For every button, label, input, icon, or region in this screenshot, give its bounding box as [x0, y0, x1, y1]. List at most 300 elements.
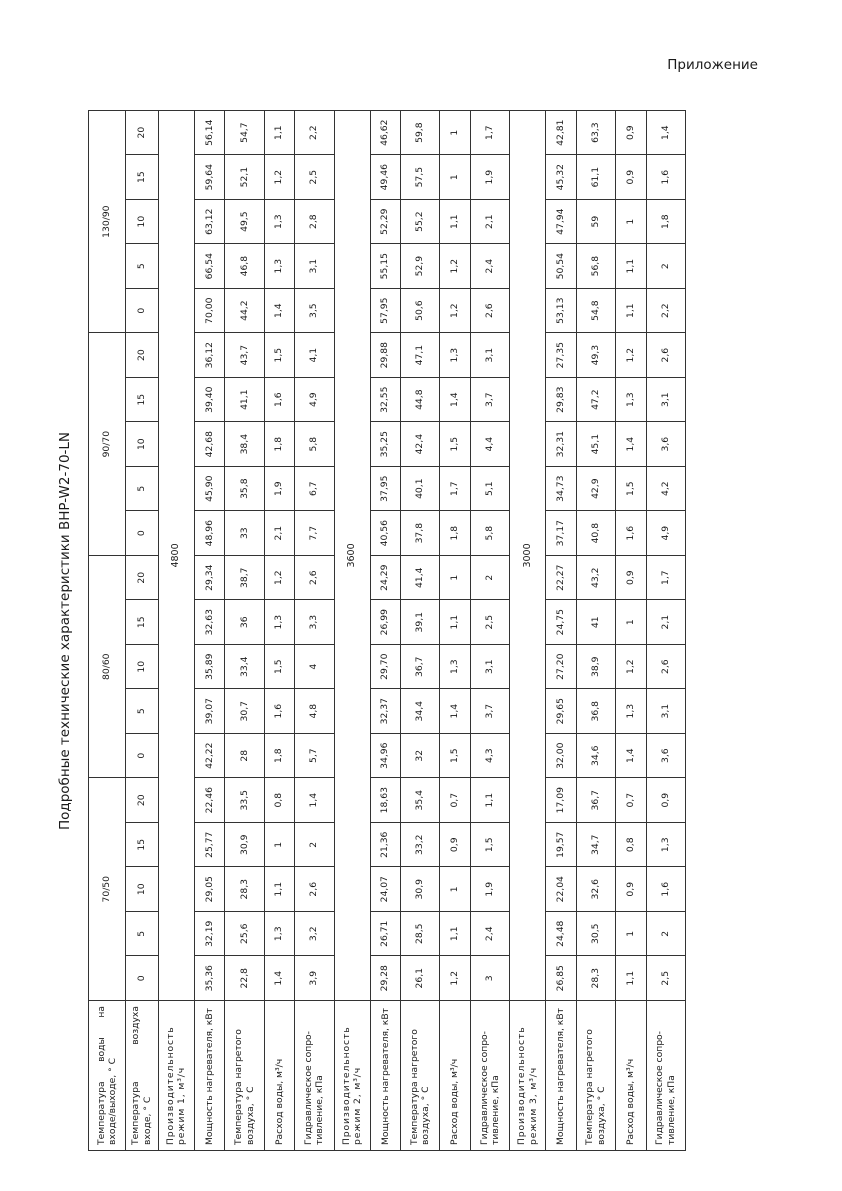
table-cell: 44,8 [401, 377, 440, 422]
table-cell: 5,8 [470, 511, 509, 556]
table-row [576, 110, 615, 1150]
table-cell: 1,1 [616, 288, 647, 333]
table-cell: 32,55 [370, 377, 401, 422]
table-cell: 1,3 [616, 377, 647, 422]
table-cell: 33,5 [225, 778, 264, 823]
table-cell: 50,6 [401, 288, 440, 333]
table-cell: 40,56 [370, 511, 401, 556]
table-cell: 1,7 [470, 110, 509, 155]
table-cell: 39,07 [194, 689, 225, 734]
table-cell: 3,1 [470, 333, 509, 378]
row-label: Расход воды, м³/ч [264, 1001, 295, 1151]
table-cell: 30,9 [401, 867, 440, 912]
table-cell: 47,94 [546, 199, 577, 244]
table-cell: 1 [440, 110, 471, 155]
table-cell: 61,1 [576, 155, 615, 200]
table-cell: 1,3 [264, 912, 295, 957]
table-cell: 28,3 [576, 956, 615, 1001]
table-cell: 1,8 [264, 422, 295, 467]
specifications-table [88, 110, 686, 1151]
table-cell: 1,1 [470, 778, 509, 823]
table-cell: 1,5 [440, 733, 471, 778]
air-temp-header: 20 [126, 333, 159, 378]
table-cell: 35,36 [194, 956, 225, 1001]
table-cell: 41 [576, 600, 615, 645]
table-cell: 59,8 [401, 110, 440, 155]
table-cell: 34,7 [576, 823, 615, 868]
table-cell: 42,68 [194, 422, 225, 467]
table-cell: 52,29 [370, 199, 401, 244]
air-temp-header: 15 [126, 600, 159, 645]
table-cell: 22,04 [546, 867, 577, 912]
table-cell: 66,54 [194, 244, 225, 289]
table-cell: 1,5 [264, 644, 295, 689]
table-cell: 1,3 [646, 823, 685, 868]
productivity-row [510, 110, 546, 1150]
table-cell: 3,6 [646, 733, 685, 778]
table-cell: 43,2 [576, 555, 615, 600]
air-temp-header: 20 [126, 778, 159, 823]
table-cell: 48,96 [194, 511, 225, 556]
table-cell: 1 [440, 555, 471, 600]
table-cell: 36,12 [194, 333, 225, 378]
air-temp-header: 0 [126, 511, 159, 556]
table-cell: 1,4 [440, 689, 471, 734]
table-cell: 30,5 [576, 912, 615, 957]
table-cell: 49,3 [576, 333, 615, 378]
table-cell: 45,1 [576, 422, 615, 467]
table-cell: 35,8 [225, 466, 264, 511]
row-label: Гидравлическое сопро-тивление, кПа [470, 1001, 509, 1151]
air-temp-header: 5 [126, 689, 159, 734]
table-cell: 1,9 [470, 867, 509, 912]
table-cell: 6,7 [295, 466, 334, 511]
table-cell: 22,8 [225, 956, 264, 1001]
row-label: Расход воды, м³/ч [616, 1001, 647, 1151]
air-temp-header: 0 [126, 733, 159, 778]
table-cell: 1,6 [264, 689, 295, 734]
table-cell: 1,1 [440, 600, 471, 645]
table-cell: 33,2 [401, 823, 440, 868]
table-cell: 1,1 [440, 199, 471, 244]
table-row [470, 110, 509, 1150]
table-cell: 1,4 [264, 288, 295, 333]
table-cell: 4,1 [295, 333, 334, 378]
table-cell: 34,4 [401, 689, 440, 734]
table-cell: 46,8 [225, 244, 264, 289]
table-cell: 24,75 [546, 600, 577, 645]
header-row-air-temp [126, 110, 159, 1150]
table-cell: 36,7 [401, 644, 440, 689]
table-cell: 1,8 [440, 511, 471, 556]
table-cell: 25,6 [225, 912, 264, 957]
table-cell: 39,40 [194, 377, 225, 422]
table-cell: 1,5 [440, 422, 471, 467]
table-cell: 36,7 [576, 778, 615, 823]
productivity-value: 3600 [334, 110, 370, 1000]
table-cell: 5,8 [295, 422, 334, 467]
air-temp-header: 5 [126, 466, 159, 511]
air-temp-header: 0 [126, 956, 159, 1001]
table-row [295, 110, 334, 1150]
water-group-header: 80/60 [89, 555, 126, 778]
table-cell: 42,9 [576, 466, 615, 511]
table-cell: 27,35 [546, 333, 577, 378]
table-cell: 22,46 [194, 778, 225, 823]
table-cell: 28 [225, 733, 264, 778]
table-cell: 2,1 [264, 511, 295, 556]
table-cell: 47,2 [576, 377, 615, 422]
table-cell: 1,1 [616, 244, 647, 289]
table-cell: 59 [576, 199, 615, 244]
table-cell: 2,4 [470, 912, 509, 957]
table-cell: 1,3 [440, 333, 471, 378]
table-cell: 1,6 [646, 155, 685, 200]
table-cell: 30,9 [225, 823, 264, 868]
table-cell: 55,15 [370, 244, 401, 289]
table-cell: 0,9 [616, 155, 647, 200]
table-cell: 0,7 [616, 778, 647, 823]
table-cell: 0,8 [264, 778, 295, 823]
table-cell: 0,8 [616, 823, 647, 868]
table-cell: 1,2 [264, 155, 295, 200]
table-cell: 2,6 [646, 644, 685, 689]
table-cell: 52,9 [401, 244, 440, 289]
table-row [646, 110, 685, 1150]
air-temp-header: 15 [126, 823, 159, 868]
table-cell: 0,9 [616, 867, 647, 912]
table-row [194, 110, 225, 1150]
table-cell: 35,25 [370, 422, 401, 467]
table-cell: 50,54 [546, 244, 577, 289]
table-cell: 28,5 [401, 912, 440, 957]
table-cell: 41,4 [401, 555, 440, 600]
table-cell: 38,9 [576, 644, 615, 689]
table-cell: 1,5 [470, 823, 509, 868]
table-cell: 47,1 [401, 333, 440, 378]
table-cell: 42,4 [401, 422, 440, 467]
table-cell: 27,20 [546, 644, 577, 689]
table-cell: 4,9 [295, 377, 334, 422]
table-cell: 2,6 [646, 333, 685, 378]
table-cell: 1,2 [440, 244, 471, 289]
air-temp-header: 10 [126, 422, 159, 467]
table-row [440, 110, 471, 1150]
table-cell: 24,07 [370, 867, 401, 912]
row-label: Гидравлическое сопро-тивление, кПа [646, 1001, 685, 1151]
table-cell: 1,5 [264, 333, 295, 378]
table-cell: 1,6 [616, 511, 647, 556]
table-cell: 2,2 [295, 110, 334, 155]
table-row [370, 110, 401, 1150]
table-cell: 3,1 [646, 377, 685, 422]
table-cell: 40,8 [576, 511, 615, 556]
table-cell: 1,8 [264, 733, 295, 778]
table-cell: 5,7 [295, 733, 334, 778]
table-cell: 0,9 [616, 110, 647, 155]
table-cell: 1,4 [440, 377, 471, 422]
table-cell: 38,4 [225, 422, 264, 467]
table-cell: 1,9 [470, 155, 509, 200]
table-cell: 1,8 [646, 199, 685, 244]
table-cell: 37,17 [546, 511, 577, 556]
table-cell: 3,1 [470, 644, 509, 689]
table-cell: 2,6 [295, 555, 334, 600]
table-cell: 26,71 [370, 912, 401, 957]
table-cell: 1,4 [264, 956, 295, 1001]
table-cell: 1,1 [264, 867, 295, 912]
table-row [616, 110, 647, 1150]
row-label: Температура нагретого воздуха, ° С [401, 1001, 440, 1151]
table-cell: 1,1 [616, 956, 647, 1001]
table-cell: 53,13 [546, 288, 577, 333]
table-cell: 55,2 [401, 199, 440, 244]
table-cell: 1,2 [440, 288, 471, 333]
table-cell: 2,5 [470, 600, 509, 645]
table-cell: 1 [440, 155, 471, 200]
table-cell: 3 [470, 956, 509, 1001]
table-cell: 1,1 [440, 912, 471, 957]
table-cell: 63,3 [576, 110, 615, 155]
table-cell: 36 [225, 600, 264, 645]
table-cell: 3,7 [470, 689, 509, 734]
table-cell: 1,2 [616, 333, 647, 378]
table-cell: 1,3 [264, 244, 295, 289]
table-cell: 4,4 [470, 422, 509, 467]
table-cell: 1 [440, 867, 471, 912]
table-cell: 1 [616, 600, 647, 645]
table-cell: 29,65 [546, 689, 577, 734]
table-cell: 26,99 [370, 600, 401, 645]
table-cell: 3,1 [646, 689, 685, 734]
table-cell: 40,1 [401, 466, 440, 511]
table-cell: 1,4 [646, 110, 685, 155]
table-cell: 33,4 [225, 644, 264, 689]
table-cell: 57,95 [370, 288, 401, 333]
table-cell: 28,3 [225, 867, 264, 912]
table-row [264, 110, 295, 1150]
table-cell: 32,31 [546, 422, 577, 467]
row-label: Мощность нагревателя, кВт [194, 1001, 225, 1151]
table-cell: 1,7 [646, 555, 685, 600]
table-cell: 56,14 [194, 110, 225, 155]
table-cell: 34,6 [576, 733, 615, 778]
table-cell: 25,77 [194, 823, 225, 868]
table-cell: 4,3 [470, 733, 509, 778]
table-cell: 29,34 [194, 555, 225, 600]
water-temp-label: Температура воды на входе/выходе, ° С [89, 1001, 126, 1151]
table-cell: 26,85 [546, 956, 577, 1001]
table-cell: 1,9 [264, 466, 295, 511]
row-label: Расход воды, м³/ч [440, 1001, 471, 1151]
productivity-label: Производительность режим 2, м³/ч [334, 1001, 370, 1151]
table-cell: 1,3 [440, 644, 471, 689]
appendix-label: Приложение [667, 57, 758, 73]
table-cell: 1,4 [295, 778, 334, 823]
table-cell: 42,81 [546, 110, 577, 155]
air-temp-header: 20 [126, 555, 159, 600]
table-cell: 39,1 [401, 600, 440, 645]
table-cell: 37,95 [370, 466, 401, 511]
table-cell: 24,48 [546, 912, 577, 957]
table-cell: 1 [616, 912, 647, 957]
table-cell: 33 [225, 511, 264, 556]
table-cell: 29,28 [370, 956, 401, 1001]
table-cell: 1,6 [264, 377, 295, 422]
table-cell: 2,6 [470, 288, 509, 333]
table-cell: 2,1 [470, 199, 509, 244]
table-cell: 43,7 [225, 333, 264, 378]
table-cell: 4,9 [646, 511, 685, 556]
table-cell: 0,9 [646, 778, 685, 823]
productivity-value: 3000 [510, 110, 546, 1000]
table-cell: 37,8 [401, 511, 440, 556]
table-cell: 41,1 [225, 377, 264, 422]
table-cell: 2,2 [646, 288, 685, 333]
air-temp-header: 0 [126, 288, 159, 333]
row-label: Мощность нагревателя, кВт [370, 1001, 401, 1151]
rotated-table-frame [56, 111, 686, 1151]
air-temp-header: 15 [126, 155, 159, 200]
productivity-row [158, 110, 194, 1150]
table-cell: 1,4 [616, 733, 647, 778]
table-cell: 30,7 [225, 689, 264, 734]
header-row-water-temp [89, 110, 126, 1150]
table-cell: 2 [470, 555, 509, 600]
table-cell: 29,83 [546, 377, 577, 422]
row-label: Температура нагретого воздуха, ° С [225, 1001, 264, 1151]
table-cell: 1,2 [616, 644, 647, 689]
productivity-label: Производительность режим 1, м³/ч [158, 1001, 194, 1151]
table-cell: 2,6 [295, 867, 334, 912]
table-cell: 3,3 [295, 600, 334, 645]
table-cell: 56,8 [576, 244, 615, 289]
table-cell: 1,3 [264, 600, 295, 645]
productivity-label: Производительность режим 3, м³/ч [510, 1001, 546, 1151]
table-cell: 32,6 [576, 867, 615, 912]
table-cell: 3,7 [470, 377, 509, 422]
air-temp-header: 10 [126, 867, 159, 912]
table-cell: 1,6 [646, 867, 685, 912]
water-group-header: 90/70 [89, 333, 126, 556]
table-cell: 46,62 [370, 110, 401, 155]
air-temp-label: Температура воздуха входе, ° С [126, 1001, 159, 1151]
table-cell: 1 [616, 199, 647, 244]
air-temp-header: 10 [126, 644, 159, 689]
table-cell: 2,1 [646, 600, 685, 645]
table-cell: 22,27 [546, 555, 577, 600]
table-cell: 29,05 [194, 867, 225, 912]
table-cell: 1 [264, 823, 295, 868]
table-cell: 5,1 [470, 466, 509, 511]
table-cell: 32,00 [546, 733, 577, 778]
table-cell: 4,2 [646, 466, 685, 511]
row-label: Температура нагретого воздуха, ° С [576, 1001, 615, 1151]
table-cell: 3,9 [295, 956, 334, 1001]
table-cell: 2,5 [295, 155, 334, 200]
row-label: Гидравлическое сопро-тивление, кПа [295, 1001, 334, 1151]
water-group-header: 130/90 [89, 110, 126, 333]
table-cell: 3,5 [295, 288, 334, 333]
table-cell: 3,6 [646, 422, 685, 467]
table-cell: 3,1 [295, 244, 334, 289]
table-cell: 2 [646, 244, 685, 289]
table-cell: 34,96 [370, 733, 401, 778]
table-cell: 45,90 [194, 466, 225, 511]
table-title: Подробные технические характеристики BHP-W2-70-LN [57, 431, 73, 831]
water-group-header: 70/50 [89, 778, 126, 1001]
table-cell: 24,29 [370, 555, 401, 600]
table-cell: 35,4 [401, 778, 440, 823]
table-cell: 19,57 [546, 823, 577, 868]
table-cell: 32,37 [370, 689, 401, 734]
table-cell: 59,64 [194, 155, 225, 200]
table-cell: 54,8 [576, 288, 615, 333]
air-temp-header: 5 [126, 912, 159, 957]
table-cell: 1,7 [440, 466, 471, 511]
table-cell: 32,63 [194, 600, 225, 645]
table-cell: 38,7 [225, 555, 264, 600]
table-cell: 18,63 [370, 778, 401, 823]
table-cell: 57,5 [401, 155, 440, 200]
table-cell: 32 [401, 733, 440, 778]
table-cell: 1,5 [616, 466, 647, 511]
table-cell: 44,2 [225, 288, 264, 333]
table-cell: 1,4 [616, 422, 647, 467]
table-cell: 2,4 [470, 244, 509, 289]
table-cell: 36,8 [576, 689, 615, 734]
table-row [546, 110, 577, 1150]
table-cell: 29,70 [370, 644, 401, 689]
table-cell: 34,73 [546, 466, 577, 511]
table-cell: 1,2 [440, 956, 471, 1001]
table-row [225, 110, 264, 1150]
table-cell: 17,09 [546, 778, 577, 823]
table-cell: 0,9 [440, 823, 471, 868]
table-cell: 0,7 [440, 778, 471, 823]
air-temp-header: 15 [126, 377, 159, 422]
table-cell: 1,3 [264, 199, 295, 244]
table-cell: 42,22 [194, 733, 225, 778]
table-cell: 1,2 [264, 555, 295, 600]
table-cell: 26,1 [401, 956, 440, 1001]
productivity-row [334, 110, 370, 1150]
table-cell: 2,8 [295, 199, 334, 244]
table-cell: 35,89 [194, 644, 225, 689]
table-cell: 2 [646, 912, 685, 957]
air-temp-header: 20 [126, 110, 159, 155]
table-cell: 54,7 [225, 110, 264, 155]
air-temp-header: 5 [126, 244, 159, 289]
row-label: Мощность нагревателя, кВт [546, 1001, 577, 1151]
table-cell: 63,12 [194, 199, 225, 244]
table-cell: 0,9 [616, 555, 647, 600]
table-cell: 2,5 [646, 956, 685, 1001]
table-cell: 3,2 [295, 912, 334, 957]
productivity-value: 4800 [158, 110, 194, 1000]
table-cell: 1,1 [264, 110, 295, 155]
table-cell: 1,3 [616, 689, 647, 734]
air-temp-header: 10 [126, 199, 159, 244]
table-cell: 49,5 [225, 199, 264, 244]
table-cell: 52,1 [225, 155, 264, 200]
table-cell: 32,19 [194, 912, 225, 957]
table-row [401, 110, 440, 1150]
table-cell: 70,00 [194, 288, 225, 333]
table-cell: 49,46 [370, 155, 401, 200]
table-cell: 4,8 [295, 689, 334, 734]
table-cell: 45,32 [546, 155, 577, 200]
